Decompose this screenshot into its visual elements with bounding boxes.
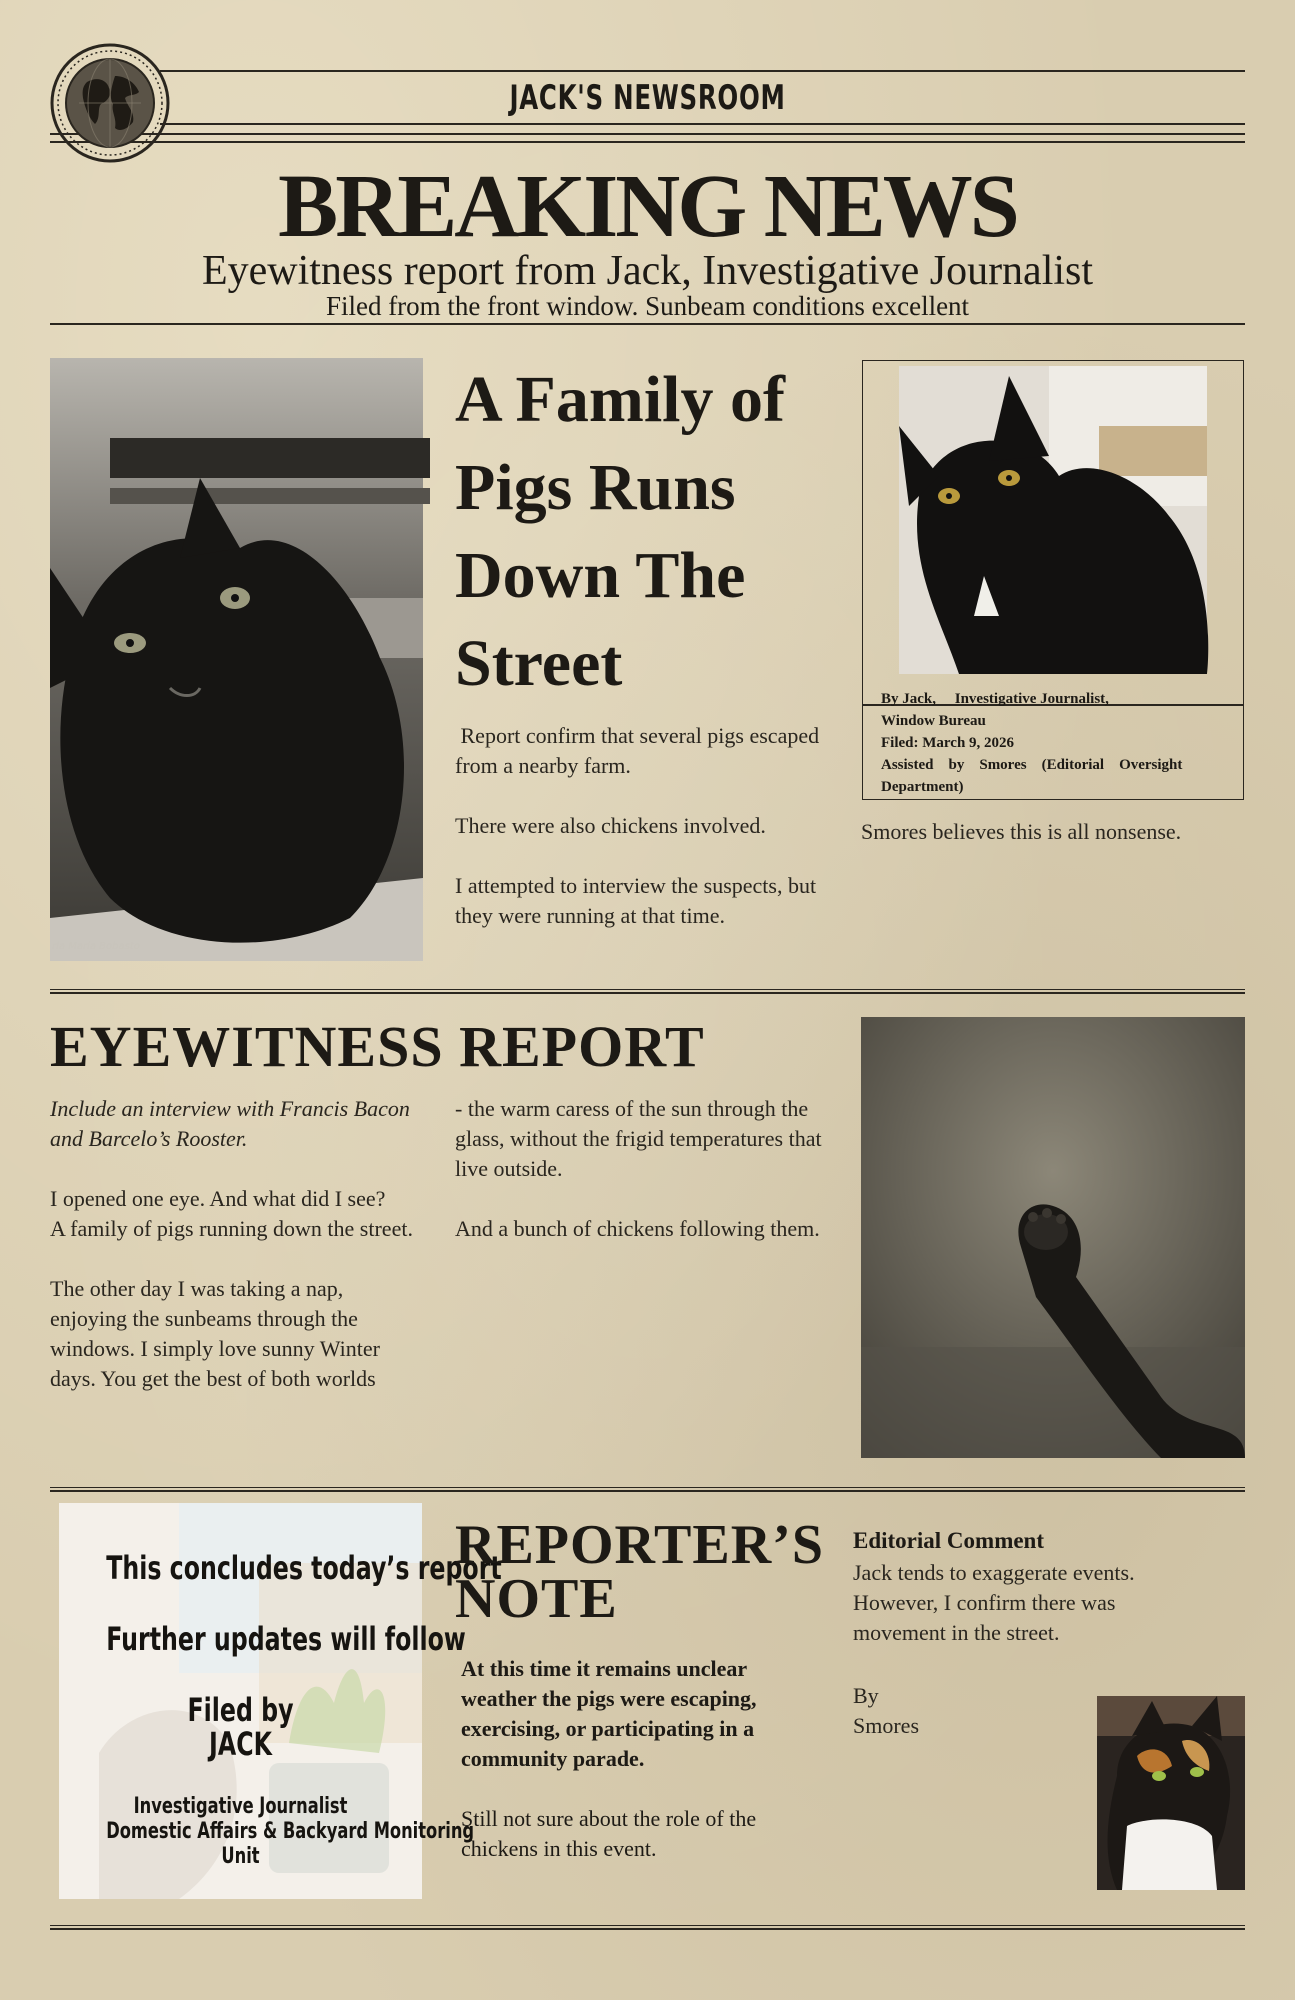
page-tagline: Filed from the front window. Sunbeam conditions excellent [325, 291, 970, 321]
closing-line-4: JACK [209, 1725, 272, 1763]
page-title: BREAKING NEWS [278, 157, 1017, 256]
closing-line-7: Unit [221, 1844, 260, 1869]
reporters-note-paragraph: At this time it remains unclear weather the pigs were escaping, exercising, or participating in a community parade. [461, 1656, 757, 1771]
masthead-rule-mid [160, 123, 1245, 125]
footer-rule-1 [50, 1925, 1245, 1926]
eyewitness-paragraph: A family of pigs running down the street. [50, 1216, 413, 1241]
lead-paragraph: There were also chickens involved. [455, 813, 766, 838]
editorial-sign-by: By [853, 1683, 879, 1708]
closing-line-1: This concludes today’s report [106, 1549, 502, 1587]
closing-line-6: Domestic Affairs & Backyard Monitoring [106, 1819, 475, 1844]
reporters-note-title-line: NOTE [455, 1568, 618, 1630]
byline-date: Filed: March 9, 2026 [881, 735, 1015, 751]
headline-line: Pigs Runs [455, 451, 736, 524]
eyewitness-paragraph: I opened one eye. And what did I see? [50, 1186, 386, 1211]
editorial-sign-name: Smores [853, 1713, 919, 1738]
footer-rule-2 [50, 1928, 1245, 1930]
closing-card [59, 1503, 502, 1899]
masthead-title: JACK'S NEWSROOM [509, 78, 786, 118]
editorial-signature [853, 1681, 1053, 1741]
eyewitness-paragraph: And a bunch of chickens following them. [455, 1216, 820, 1241]
lead-paragraph: Report confirm that several pigs escaped from a nearby farm. [455, 723, 825, 778]
globe-seal-icon [49, 42, 171, 164]
closing-line-2: Further updates will follow [106, 1620, 466, 1658]
editorial-body: Jack tends to exaggerate events. However, I confirm there was movement in the street. [853, 1560, 1135, 1645]
byline-author: By Jack, Investigative Journalist, [881, 691, 1109, 707]
lead-story-body [455, 721, 845, 931]
masthead-rule-2 [50, 141, 1245, 143]
headline-line: A Family of [455, 363, 785, 436]
byline-bureau: Window Bureau [881, 713, 986, 729]
calico-cat-photo [1097, 1696, 1245, 1890]
editorial-heading: Editorial Comment [853, 1528, 1045, 1553]
closing-line-5: Investigative Journalist [133, 1794, 348, 1819]
eyewitness-col1 [50, 1094, 425, 1394]
reporters-note-title [455, 1514, 824, 1630]
masthead-rule-top [160, 70, 1245, 72]
eyewitness-title: EYEWITNESS REPORT [50, 1014, 705, 1079]
byline-text [881, 688, 1237, 798]
eyewitness-col2 [455, 1094, 828, 1244]
header-divider [50, 323, 1245, 325]
byline-photo-black-cat [899, 366, 1207, 674]
reporters-note-title-line: REPORTER’S [455, 1514, 824, 1576]
photo-watermark: rla Maria Bobasto [52, 941, 140, 952]
page-subtitle: Eyewitness report from Jack, Investigative Journalist [201, 248, 1094, 294]
byline-box [862, 360, 1244, 800]
paw-photo [861, 1017, 1245, 1458]
eyewitness-paragraph: The other day I was taking a nap, enjoying the sunbeams through the windows. I simply love sunny Winter days. You get the best of both worlds [50, 1276, 380, 1391]
lead-photo-black-cat [50, 358, 423, 961]
masthead-rule-1 [50, 133, 1245, 135]
byline-note: Smores believes this is all nonsense. [861, 819, 1182, 844]
byline-assisted: Assisted by Smores (Editorial Oversight [881, 757, 1183, 773]
closing-line-3: Filed by [187, 1691, 294, 1729]
eyewitness-paragraph: - the warm caress of the sun through the glass, without the frigid temperatures that live outside. [455, 1096, 828, 1181]
headline-line: Down The [455, 539, 746, 612]
headline-line: Street [455, 627, 623, 700]
reporters-note-body [461, 1654, 801, 1864]
lead-paragraph: I attempted to interview the suspects, but they were running at that time. [455, 873, 817, 928]
section-divider-1 [50, 989, 1245, 990]
section-divider-2 [50, 1487, 1245, 1488]
reporters-note-paragraph: Still not sure about the role of the chickens in this event. [461, 1806, 757, 1861]
eyewitness-intro: Include an interview with Francis Bacon and Barcelo’s Rooster. [50, 1096, 410, 1151]
byline-department: Department) [881, 779, 964, 795]
lead-headline [455, 356, 855, 708]
